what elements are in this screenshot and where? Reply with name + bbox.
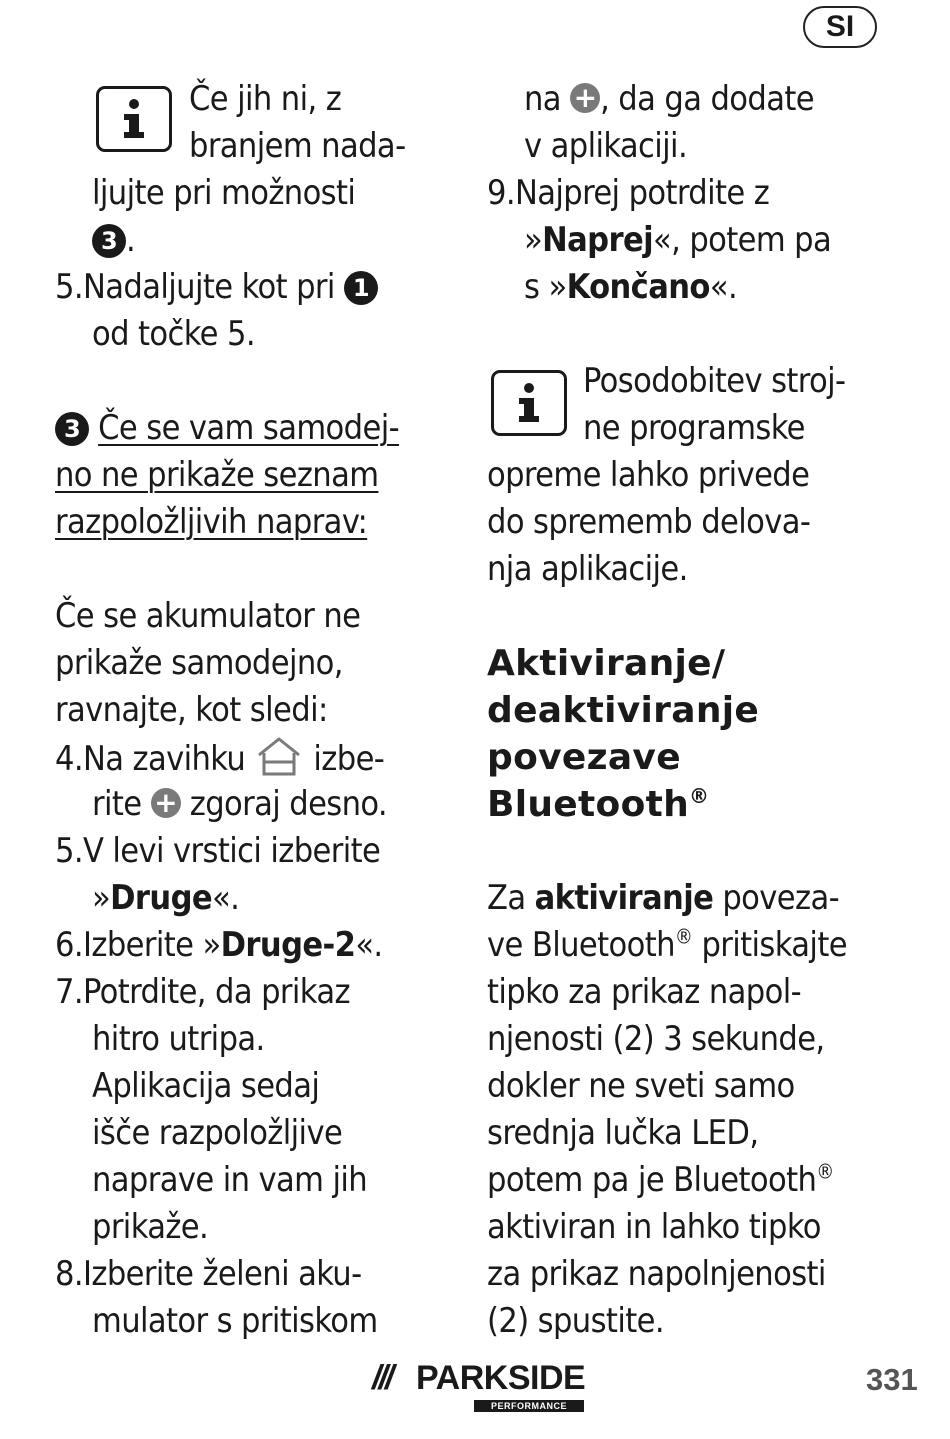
section-heading: Bluetooth® — [487, 784, 710, 825]
note-line: branjem nada- — [189, 126, 406, 166]
language-badge: SI — [803, 6, 877, 48]
logo-brand: PARKSIDE — [416, 1359, 586, 1397]
step-6: 6.Izberite »Druge-2«. — [55, 925, 383, 965]
paragraph-line: Če se akumulator ne — [55, 596, 361, 636]
step-7-line: hitro utripa. — [92, 1019, 265, 1059]
number-1-icon: 1 — [344, 271, 378, 305]
number-3-icon: 3 — [92, 224, 126, 258]
note-line: do sprememb delova- — [487, 502, 811, 542]
logo-sub-brand: PERFORMANCE — [474, 1400, 584, 1412]
step-4-continued: rite + zgoraj desno. — [92, 784, 388, 824]
info-icon — [96, 86, 172, 152]
step-8-line: mulator s pritiskom — [92, 1301, 378, 1341]
plus-circle-icon: + — [570, 83, 600, 113]
body-line: za prikaz napolnjenosti — [487, 1254, 826, 1294]
note-line: nja aplikacije. — [487, 549, 688, 589]
step-7-line: naprave in vam jih — [92, 1160, 368, 1200]
section-heading: Aktiviranje/ — [487, 643, 726, 684]
step-5b-continued: »Druge«. — [92, 878, 240, 918]
step-8: 8.Izberite želeni aku- — [55, 1254, 362, 1294]
paragraph-line: ravnajte, kot sledi: — [55, 690, 328, 730]
body-line: potem pa je Bluetooth® — [487, 1159, 834, 1200]
step-5-continued: od točke 5. — [92, 314, 255, 354]
paragraph-line: prikaže samodejno, — [55, 643, 343, 683]
body-line: (2) spustite. — [487, 1301, 664, 1341]
body-line: srednja lučka LED, — [487, 1113, 759, 1153]
step-9: 9.Najprej potrdite z — [487, 173, 770, 213]
step-5: 5.Nadaljujte kot pri 1 — [55, 264, 378, 311]
body-line: Za aktiviranje poveza- — [487, 878, 840, 918]
logo-slashes: /// — [372, 1359, 392, 1397]
step-8-continued: v aplikaciji. — [524, 126, 688, 166]
body-line: aktiviran in lahko tipko — [487, 1207, 821, 1247]
section-3-heading: razpoložljivih naprav: — [55, 502, 368, 542]
note-line: ne programske — [583, 408, 805, 448]
plus-circle-icon: + — [151, 788, 181, 818]
note-line: opreme lahko privede — [487, 455, 810, 495]
note-line: Posodobitev stroj- — [583, 361, 846, 401]
note-line: ljujte pri možnosti — [92, 173, 356, 213]
step-7: 7.Potrdite, da prikaz — [55, 972, 350, 1012]
step-9-line: s »Končano«. — [524, 267, 738, 307]
step-7-line: prikaže. — [92, 1207, 209, 1247]
page-number: 331 — [866, 1362, 918, 1397]
body-line: dokler ne sveti samo — [487, 1066, 795, 1106]
step-4: 4.Na zavihku izbe- — [55, 734, 384, 791]
section-heading: deaktiviranje — [487, 690, 760, 731]
body-line: njenosti (2) 3 sekunde, — [487, 1019, 825, 1059]
section-3-heading: no ne prikaže seznam — [55, 455, 379, 495]
step-7-line: Aplikacija sedaj — [92, 1066, 320, 1106]
body-line: tipko za prikaz napol- — [487, 972, 802, 1012]
parkside-logo — [372, 1358, 586, 1414]
section-3-heading: 3 Če se vam samodej- — [55, 405, 399, 452]
step-7-line: išče razpoložljive — [92, 1113, 343, 1153]
section-heading: povezave — [487, 737, 681, 778]
note-line: 3 . — [92, 217, 135, 264]
note-line: Če jih ni, z — [189, 79, 342, 119]
step-8-continued: na + , da ga dodate — [524, 79, 814, 119]
step-9-line: »Naprej«, potem pa — [524, 220, 832, 260]
step-5b: 5.V levi vrstici izberite — [55, 831, 381, 871]
info-icon — [491, 370, 567, 436]
number-3-icon: 3 — [55, 412, 89, 446]
body-line: ve Bluetooth® pritiskajte — [487, 924, 847, 965]
